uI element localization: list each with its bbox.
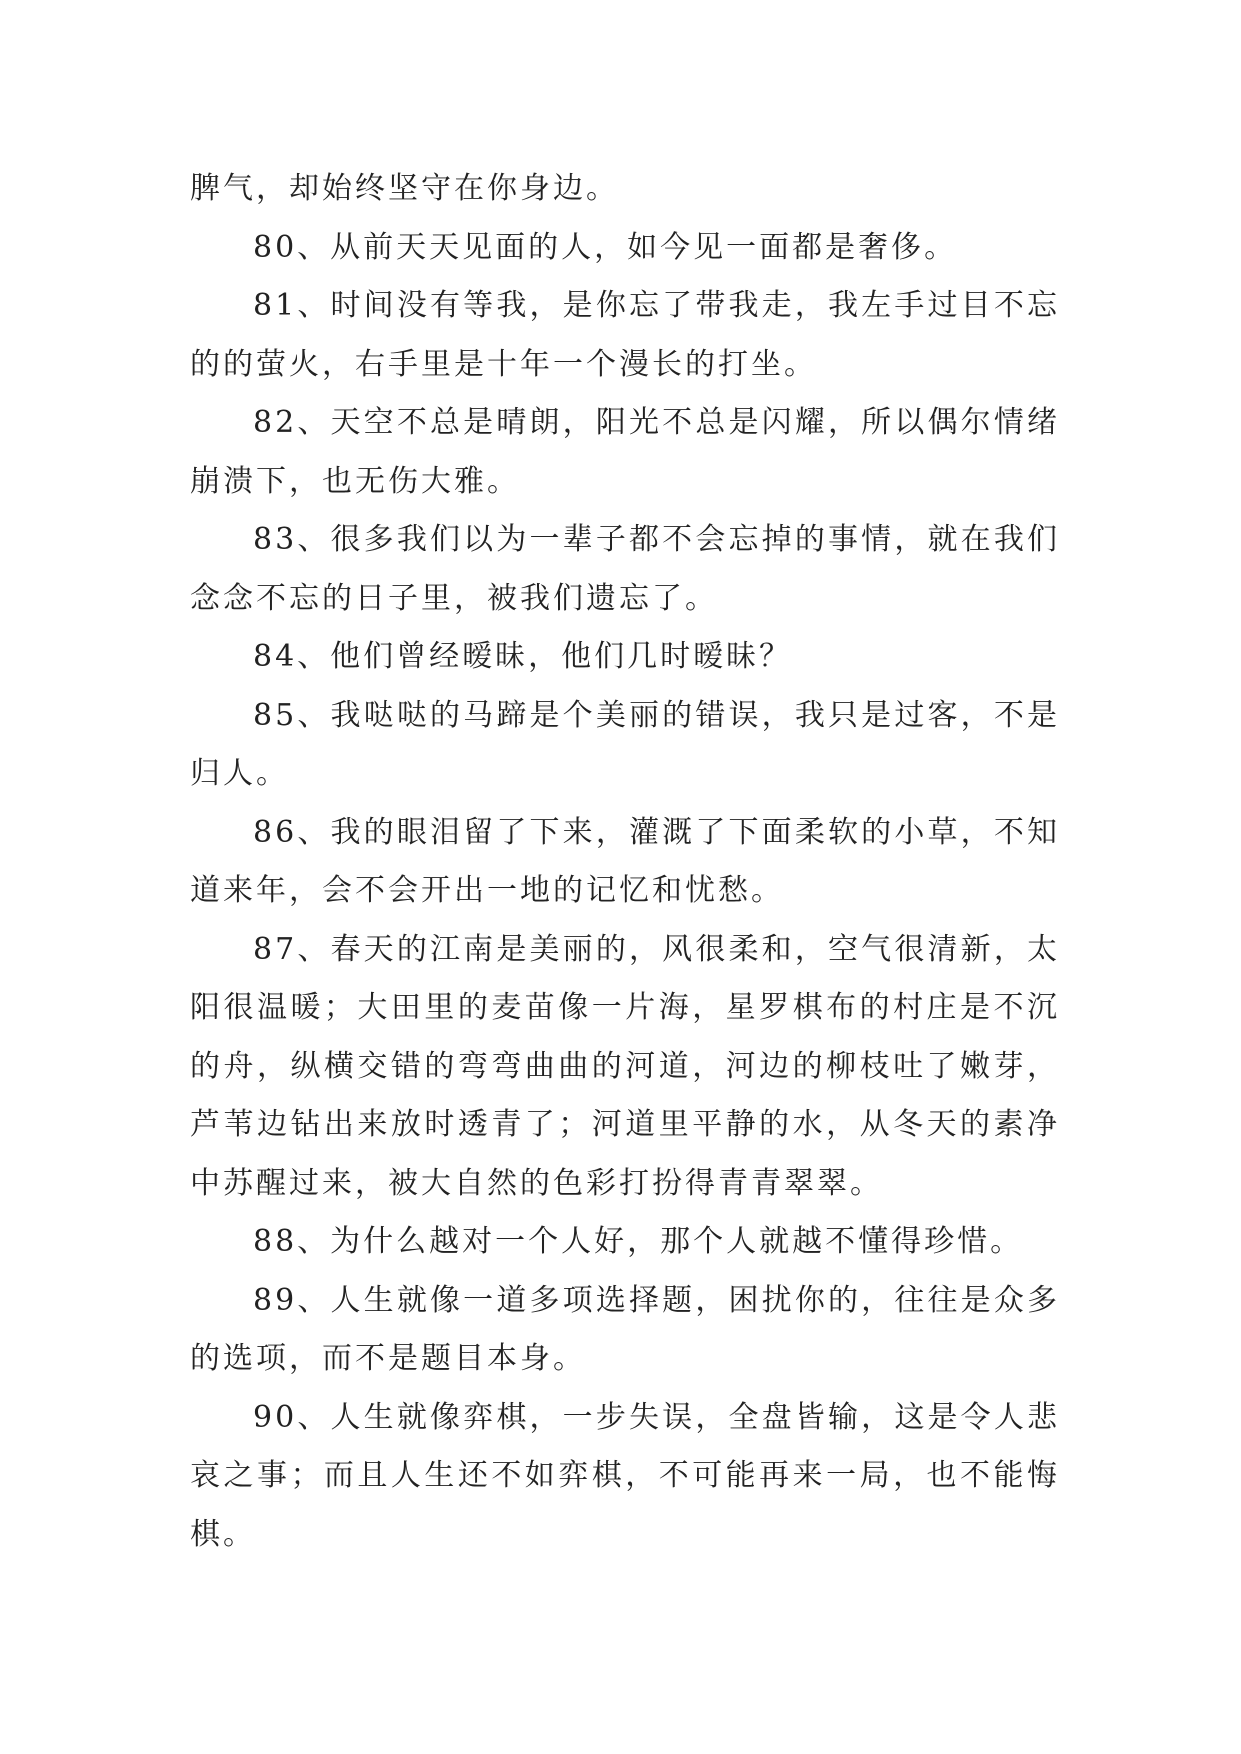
- paragraph-83: 83、很多我们以为一辈子都不会忘掉的事情，就在我们念念不忘的日子里，被我们遗忘了。: [190, 522, 1060, 616]
- document-body: [190, 160, 1060, 1564]
- paragraph-90: 90、人生就像弈棋，一步失误，全盘皆输，这是令人悲哀之事；而且人生还不如弈棋，不可能再来一局，也不能悔棋。: [190, 1399, 1060, 1552]
- paragraph-80: 80、从前天天见面的人，如今见一面都是奢侈。: [253, 229, 958, 265]
- paragraph-89: 89、人生就像一道多项选择题，困扰你的，往往是众多的选项，而不是题目本身。: [190, 1282, 1060, 1376]
- paragraph-88: 88、为什么越对一个人好，那个人就越不懂得珍惜。: [253, 1224, 1024, 1259]
- paragraph-82: 82、天空不总是晴朗，阳光不总是闪耀，所以偶尔情绪崩溃下，也无伤大雅。: [190, 405, 1060, 499]
- paragraph-86: 86、我的眼泪留了下来，灌溉了下面柔软的小草，不知道来年，会不会开出一地的记忆和忧愁。: [190, 814, 1060, 908]
- paragraph-87: 87、春天的江南是美丽的，风很柔和，空气很清新，太阳很温暖；大田里的麦苗像一片海，星罗棋布的村庄是不沉的舟，纵横交错的弯弯曲曲的河道，河边的柳枝吐了嫩芽，芦苇边钻出来放时透青了；河道里平静的水，从冬天的素净中苏醒过来，被大自然的色彩打扮得青青翠翠。: [190, 931, 1060, 1201]
- paragraph-continuation: 脾气，却始终坚守在你身边。: [190, 171, 619, 206]
- paragraph-84: 84、他们曾经暧昧，他们几时暧昧？: [253, 639, 793, 674]
- paragraph-81: 81、时间没有等我，是你忘了带我走，我左手过目不忘的的萤火，右手里是十年一个漫长的打坐。: [190, 288, 1060, 382]
- paragraph-85: 85、我哒哒的马蹄是个美丽的错误，我只是过客，不是归人。: [190, 697, 1060, 791]
